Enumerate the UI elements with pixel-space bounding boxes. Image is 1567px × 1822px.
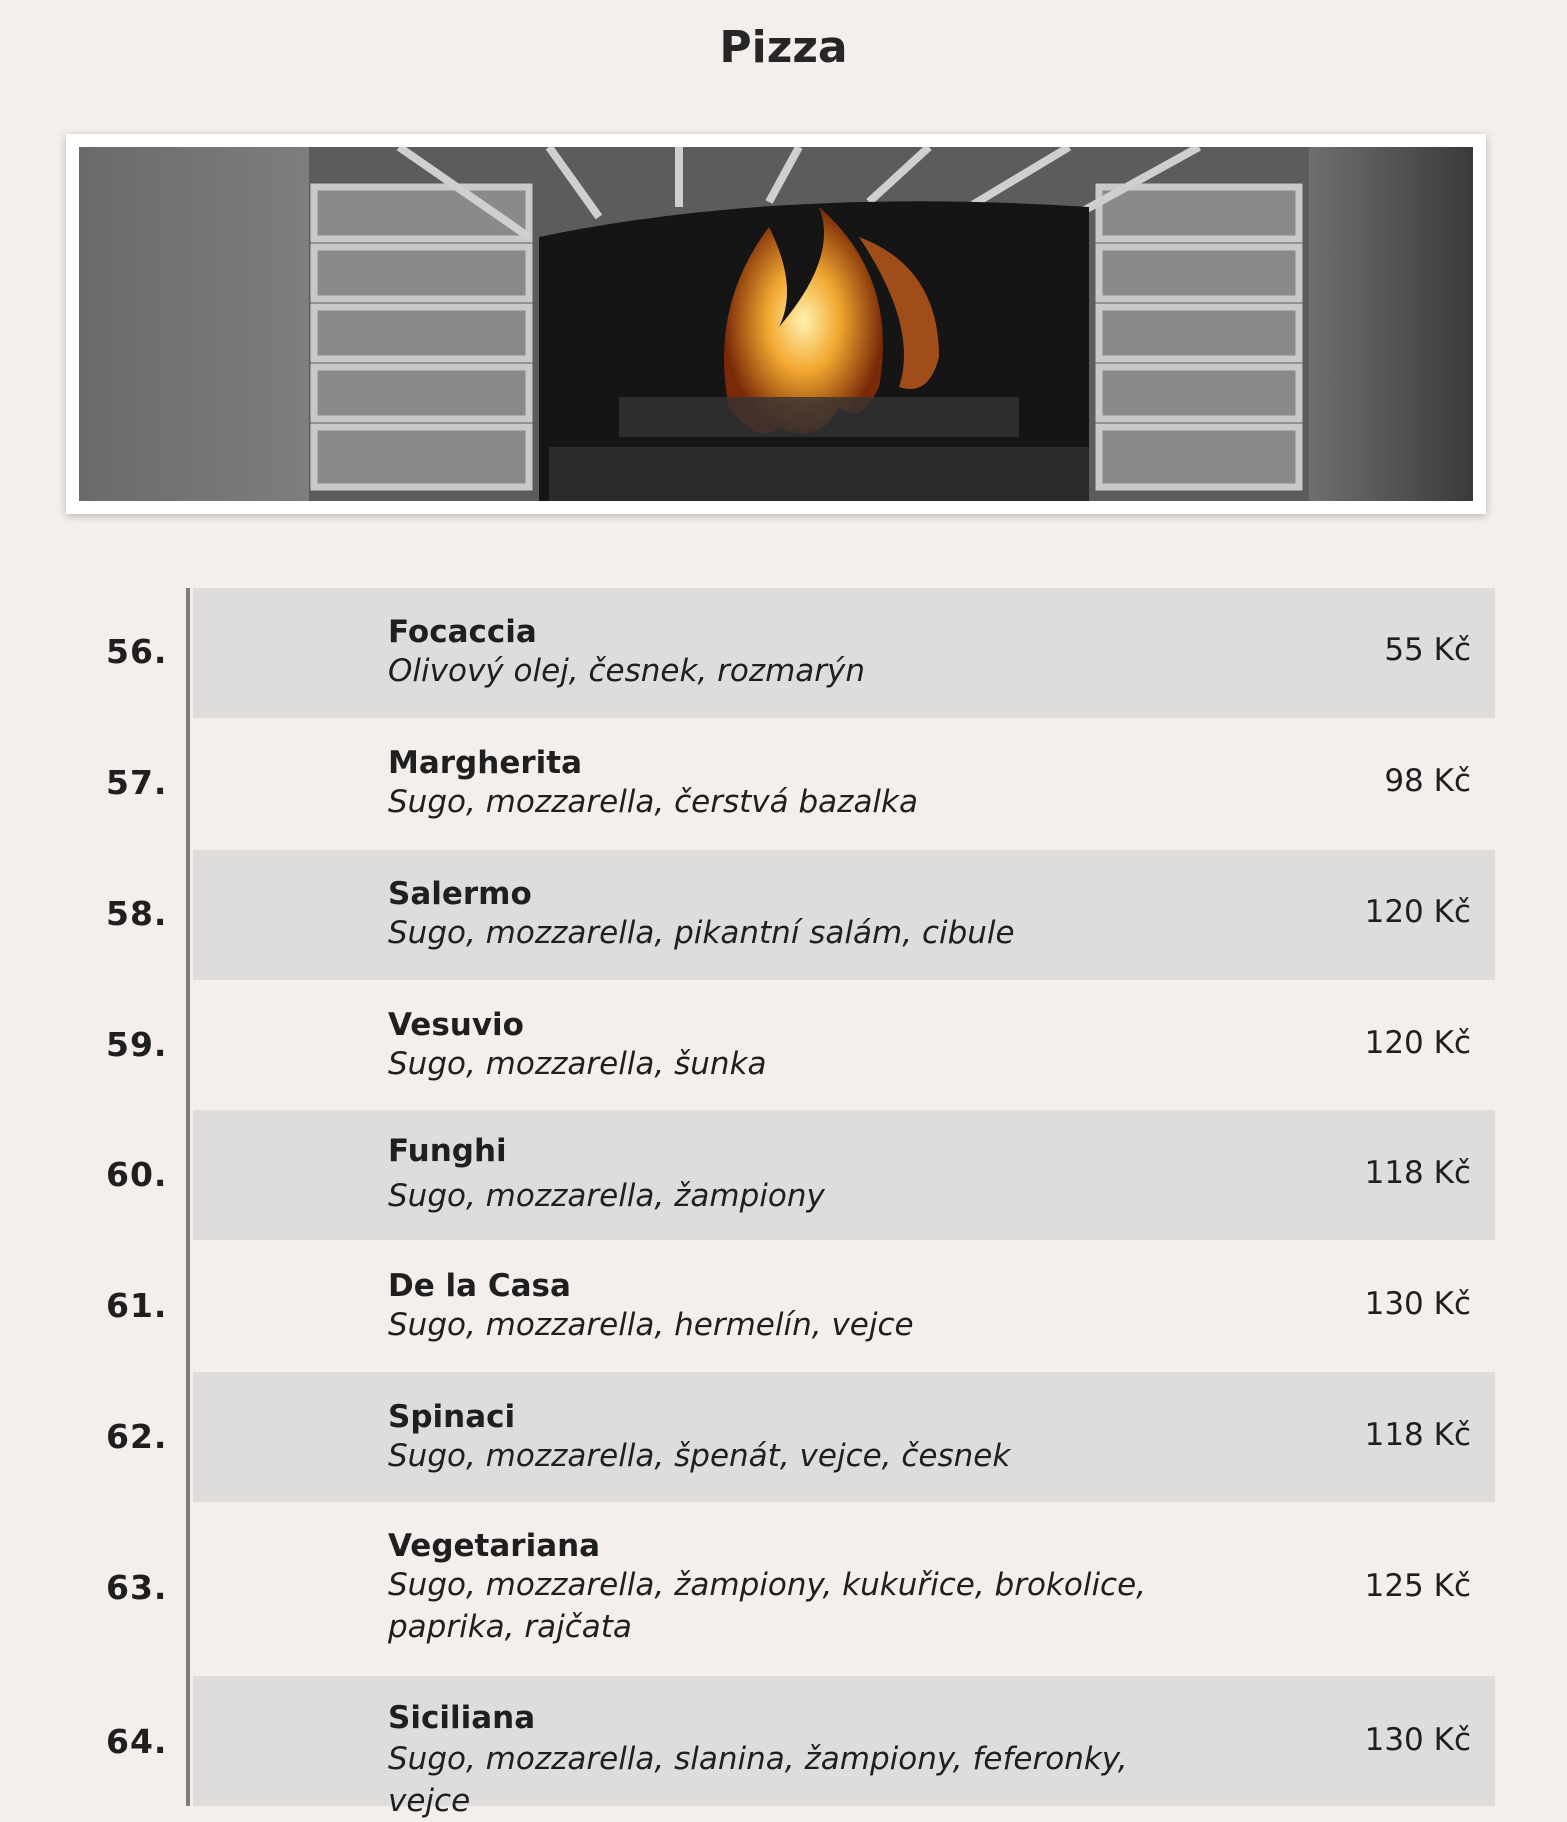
item-description: Sugo, mozzarella, žampiony xyxy=(388,1178,825,1214)
item-price: 125 Kč xyxy=(1364,1568,1471,1604)
item-name: De la Casa xyxy=(388,1268,571,1304)
item-number: 60. xyxy=(106,1155,168,1194)
list-item xyxy=(0,718,1567,850)
list-item xyxy=(0,1110,1567,1240)
item-number: 62. xyxy=(106,1417,168,1456)
item-price: 130 Kč xyxy=(1364,1722,1471,1758)
item-number: 61. xyxy=(106,1286,168,1325)
item-number: 63. xyxy=(106,1568,168,1607)
item-price: 130 Kč xyxy=(1364,1286,1471,1322)
wood-fired-oven-photo xyxy=(79,147,1473,501)
item-name: Spinaci xyxy=(388,1399,516,1435)
item-description: Sugo, mozzarella, slanina, žampiony, feferonky, vejce xyxy=(388,1741,1128,1819)
item-number: 59. xyxy=(106,1025,168,1064)
item-description: Olivový olej, česnek, rozmarýn xyxy=(388,653,866,689)
list-item xyxy=(0,980,1567,1110)
item-description: Sugo, mozzarella, hermelín, vejce xyxy=(388,1307,914,1343)
list-item xyxy=(0,1372,1567,1502)
item-name: Vegetariana xyxy=(388,1528,601,1564)
item-description: Sugo, mozzarella, špenát, vejce, česnek xyxy=(388,1438,1011,1474)
list-item xyxy=(0,1676,1567,1819)
item-name: Siciliana xyxy=(388,1700,536,1736)
item-price: 120 Kč xyxy=(1364,894,1471,930)
item-price: 120 Kč xyxy=(1364,1025,1471,1061)
item-description: Sugo, mozzarella, čerstvá bazalka xyxy=(388,784,918,820)
hero-image-frame xyxy=(66,134,1486,514)
list-item xyxy=(0,1502,1567,1676)
list-item xyxy=(0,588,1567,718)
item-name: Salermo xyxy=(388,876,532,912)
list-item xyxy=(0,850,1567,980)
list-item xyxy=(0,1240,1567,1372)
item-description: Sugo, mozzarella, pikantní salám, cibule xyxy=(388,915,1015,951)
item-description: Sugo, mozzarella, šunka xyxy=(388,1046,767,1082)
page-title: Pizza xyxy=(719,22,848,73)
item-price: 118 Kč xyxy=(1364,1417,1471,1453)
item-price: 98 Kč xyxy=(1384,763,1471,799)
item-number: 64. xyxy=(106,1722,168,1761)
item-price: 55 Kč xyxy=(1384,632,1471,668)
item-number: 58. xyxy=(106,894,168,933)
item-name: Margherita xyxy=(388,745,582,781)
item-name: Funghi xyxy=(388,1133,507,1169)
item-description: Sugo, mozzarella, žampiony, kukuřice, brokolice, paprika, rajčata xyxy=(388,1567,1147,1645)
item-name: Vesuvio xyxy=(388,1007,524,1043)
item-number: 56. xyxy=(106,632,168,671)
item-number: 57. xyxy=(106,763,168,802)
item-price: 118 Kč xyxy=(1364,1155,1471,1191)
item-name: Focaccia xyxy=(388,614,537,650)
